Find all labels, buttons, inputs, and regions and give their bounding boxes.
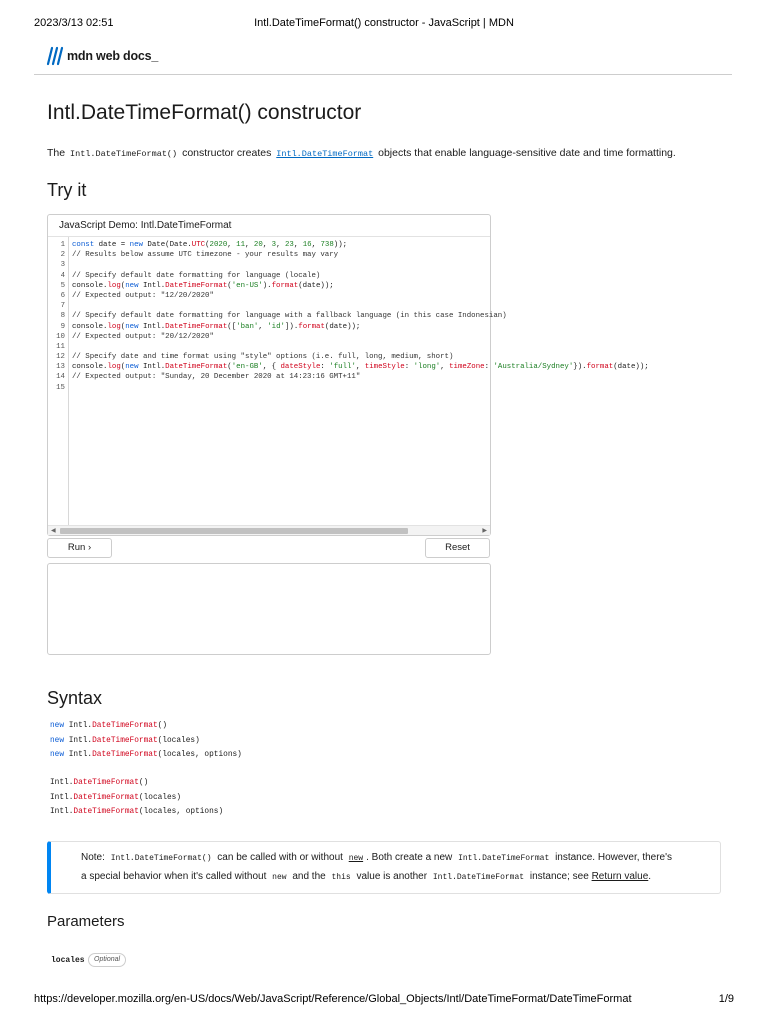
code-token: 'Australia/Sydney' — [493, 363, 574, 372]
line-number: 12 — [56, 353, 65, 362]
print-title: Intl.DateTimeFormat() constructor - JavaScript | MDN — [254, 17, 514, 29]
code-token: Intl. — [50, 793, 74, 802]
code-token: (locales, options) — [138, 808, 224, 816]
demo-title: JavaScript Demo: Intl.DateTimeFormat — [48, 215, 490, 237]
syntax-line — [50, 734, 242, 749]
note-label: Note: — [81, 852, 105, 863]
line-number: 2 — [60, 251, 65, 260]
line-number: 7 — [60, 302, 65, 311]
optional-badge: Optional — [88, 953, 126, 967]
line-number: 13 — [56, 363, 65, 372]
code-line — [72, 240, 490, 250]
gutter-divider — [68, 237, 69, 525]
note-text-8: . — [648, 871, 652, 882]
print-header — [0, 17, 768, 31]
code-line — [72, 291, 490, 301]
intro-text-1: The — [47, 147, 66, 159]
parameters-heading: Parameters — [47, 913, 125, 930]
note-code-instance: Intl.DateTimeFormat — [458, 854, 550, 863]
code-token: , { — [262, 363, 281, 372]
code-token: : — [404, 363, 414, 372]
code-token: : — [484, 363, 494, 372]
code-token: // Specify default date formatting for language with a fallback language (in this case Indonesian) — [72, 312, 507, 321]
code-token: (date)); — [613, 363, 649, 372]
code-line — [72, 362, 649, 372]
line-number: 1 — [60, 241, 65, 249]
code-token: , — [293, 241, 303, 249]
line-number: 4 — [60, 271, 65, 280]
line-number: 3 — [60, 261, 65, 270]
code-token: Intl. — [50, 779, 74, 787]
page-title: Intl.DateTimeFormat() constructor — [47, 101, 362, 124]
intro-text-3: objects that enable language-sensitive date and time formatting. — [378, 147, 676, 159]
code-token: format — [298, 322, 325, 331]
code-line — [72, 260, 490, 270]
intro-code-constructor: Intl.DateTimeFormat() — [70, 149, 178, 159]
code-token: , — [258, 322, 268, 331]
code-token: 3 — [271, 241, 277, 249]
code-token: DateTimeFormat — [73, 779, 139, 787]
code-editor[interactable] — [48, 237, 649, 525]
note-text-5: and the — [292, 871, 326, 882]
syntax-line — [50, 805, 223, 820]
run-button[interactable]: Run › — [47, 538, 112, 558]
note-text-1: can be called with or without — [217, 852, 343, 863]
code-token: , — [311, 241, 321, 249]
line-number: 15 — [56, 383, 65, 392]
note-code-new-link[interactable]: new — [348, 854, 364, 863]
code-token: // Expected output: "Sunday, 20 December 2020 at 14:23:16 GMT+11" — [72, 373, 361, 382]
mdn-m-icon — [47, 47, 63, 65]
code-token: new — [125, 322, 143, 331]
code-token: dateStyle — [280, 363, 321, 372]
code-token: ( — [120, 281, 126, 290]
try-it-heading: Try it — [47, 180, 87, 200]
code-token: DateTimeFormat — [165, 281, 228, 290]
code-token: 'ban' — [236, 322, 259, 331]
interactive-demo — [47, 214, 649, 536]
reset-button[interactable]: Reset — [425, 538, 490, 558]
code-token: 'en-US' — [231, 281, 263, 290]
code-token: DateTimeFormat — [92, 736, 158, 745]
code-token: 16 — [302, 241, 312, 249]
syntax-block-call — [50, 776, 223, 820]
code-token: // Expected output: "20/12/2020" — [72, 332, 214, 341]
code-token: format — [586, 363, 614, 372]
code-line — [72, 271, 490, 281]
line-number: 9 — [60, 322, 65, 331]
code-token: : — [320, 363, 330, 372]
note-text-6: value is another — [356, 871, 428, 882]
code-line — [72, 342, 490, 352]
code-token: log — [107, 363, 121, 372]
code-token: )); — [333, 241, 348, 249]
code-token: DateTimeFormat — [165, 322, 228, 331]
line-number: 10 — [56, 332, 65, 341]
param-locales: locales — [51, 956, 85, 965]
note-text-3: instance. However, there's — [555, 852, 673, 863]
code-token: console. — [72, 322, 108, 331]
intro-text-2: constructor creates — [182, 147, 272, 159]
note-text-2: . Both create a new — [366, 852, 453, 863]
code-token: Intl. — [50, 808, 74, 816]
scroll-right-arrow-icon[interactable]: ▶ — [482, 528, 487, 534]
code-token: Intl. — [142, 322, 166, 331]
code-token: const — [72, 241, 99, 249]
header-divider — [34, 74, 732, 75]
code-line — [72, 250, 490, 260]
syntax-line — [50, 791, 223, 806]
syntax-line — [50, 776, 223, 791]
code-token: ( — [227, 363, 232, 372]
code-token: , — [262, 241, 272, 249]
code-token: 'id' — [267, 322, 285, 331]
code-token: DateTimeFormat — [92, 751, 158, 759]
code-token: console. — [72, 281, 108, 290]
code-token: new — [50, 722, 69, 730]
code-token: new — [129, 241, 148, 249]
code-token: // Results below assume UTC timezone - your results may vary — [72, 251, 339, 260]
code-token: ([ — [227, 322, 237, 331]
code-token: DateTimeFormat — [92, 722, 158, 730]
code-token: Intl. — [142, 281, 166, 290]
code-area[interactable] — [72, 240, 649, 393]
horizontal-scrollbar[interactable] — [48, 525, 490, 535]
code-token: () — [157, 722, 167, 730]
code-token: ). — [262, 281, 272, 290]
mdn-logo-link[interactable] — [47, 46, 158, 66]
code-token: (date)); — [324, 322, 361, 331]
return-value-link[interactable]: Return value — [591, 871, 649, 882]
code-token: DateTimeFormat — [73, 808, 139, 816]
note-text-7: instance; see — [529, 871, 589, 882]
demo-output-console — [47, 563, 491, 655]
code-token: DateTimeFormat — [165, 363, 228, 372]
code-token: 2020 — [209, 241, 228, 249]
print-datetime: 2023/3/13 02:51 — [34, 17, 114, 29]
code-token: new — [125, 363, 143, 372]
code-token: (locales) — [157, 736, 200, 745]
code-token: 'en-GB' — [231, 363, 263, 372]
code-token: Intl. — [142, 363, 166, 372]
code-token: Intl. — [68, 736, 93, 745]
scroll-left-arrow-icon[interactable]: ◀ — [51, 528, 56, 534]
code-token: 11 — [236, 241, 246, 249]
code-token: (date)); — [298, 281, 334, 290]
code-line — [72, 301, 490, 311]
code-token: // Expected output: "12/20/2020" — [72, 291, 214, 300]
intro-paragraph — [47, 146, 737, 161]
code-line — [72, 281, 490, 291]
code-token: ( — [205, 241, 210, 249]
code-token: (locales) — [138, 793, 182, 802]
code-token: Intl. — [68, 751, 93, 759]
code-token: 738 — [320, 241, 334, 249]
code-token: ( — [227, 281, 232, 290]
code-token: , — [276, 241, 285, 249]
code-line — [72, 372, 490, 382]
code-token: new — [125, 281, 143, 290]
note-text-4: a special behavior when it's called without — [81, 871, 267, 882]
syntax-block-new — [50, 719, 242, 763]
code-token: // Specify date and time format using "style" options (i.e. full, long, medium, short) — [72, 353, 454, 362]
code-token: , — [227, 241, 237, 249]
note-callout — [47, 841, 721, 894]
line-number: 11 — [56, 342, 65, 351]
code-token: , — [440, 363, 450, 372]
code-token: new — [50, 751, 69, 759]
print-url: https://developer.mozilla.org/en-US/docs/Web/JavaScript/Reference/Global_Objects/Intl/DateTimeFormat/DateTimeFormat — [34, 993, 632, 1005]
line-number: 5 — [60, 281, 65, 290]
code-line — [72, 383, 490, 393]
code-line — [72, 322, 490, 332]
code-token: ( — [120, 322, 126, 331]
code-token: timeStyle — [364, 363, 405, 372]
code-line — [72, 352, 490, 362]
code-token: ( — [120, 363, 126, 372]
line-number: 14 — [56, 373, 65, 382]
print-page-number: 1/9 — [718, 993, 734, 1005]
code-token: new — [50, 736, 69, 745]
code-token: , — [355, 363, 365, 372]
line-number: 6 — [60, 291, 65, 300]
code-token: 'long' — [413, 363, 441, 372]
code-token: log — [107, 281, 121, 290]
code-token: date = — [98, 241, 130, 249]
code-token: timeZone — [449, 363, 485, 372]
logo-text: mdn web docs — [67, 49, 152, 63]
code-token: log — [107, 322, 121, 331]
line-number: 8 — [60, 312, 65, 321]
line-number-gutter — [48, 240, 68, 393]
scrollbar-thumb[interactable] — [60, 528, 408, 534]
code-line — [72, 311, 507, 321]
logo-cursor: _ — [151, 49, 159, 63]
code-token: 23 — [284, 241, 294, 249]
note-code-constructor: Intl.DateTimeFormat() — [110, 854, 212, 863]
code-token: (locales, options) — [157, 751, 242, 759]
note-code-instance-2: Intl.DateTimeFormat — [432, 873, 525, 882]
code-line — [72, 332, 490, 342]
code-token: ]). — [284, 322, 299, 331]
code-token: , — [245, 241, 254, 249]
code-token: 'full' — [329, 363, 356, 372]
code-token: 20 — [253, 241, 263, 249]
code-token: Intl. — [68, 722, 93, 730]
code-token: DateTimeFormat — [73, 793, 139, 802]
code-token: }). — [573, 363, 587, 372]
print-footer — [0, 993, 768, 1007]
syntax-heading: Syntax — [47, 688, 103, 708]
code-token: console. — [72, 363, 108, 372]
intro-link-datetimeformat[interactable]: Intl.DateTimeFormat — [276, 149, 374, 159]
code-token: UTC — [191, 241, 206, 249]
syntax-line — [50, 748, 242, 763]
syntax-line — [50, 719, 242, 734]
code-token: () — [138, 779, 149, 787]
note-code-new: new — [272, 873, 287, 882]
code-token: Date(Date. — [147, 241, 192, 249]
note-code-this: this — [331, 873, 351, 882]
code-token: // Specify default date formatting for language (locale) — [72, 271, 321, 280]
code-token: format — [271, 281, 299, 290]
